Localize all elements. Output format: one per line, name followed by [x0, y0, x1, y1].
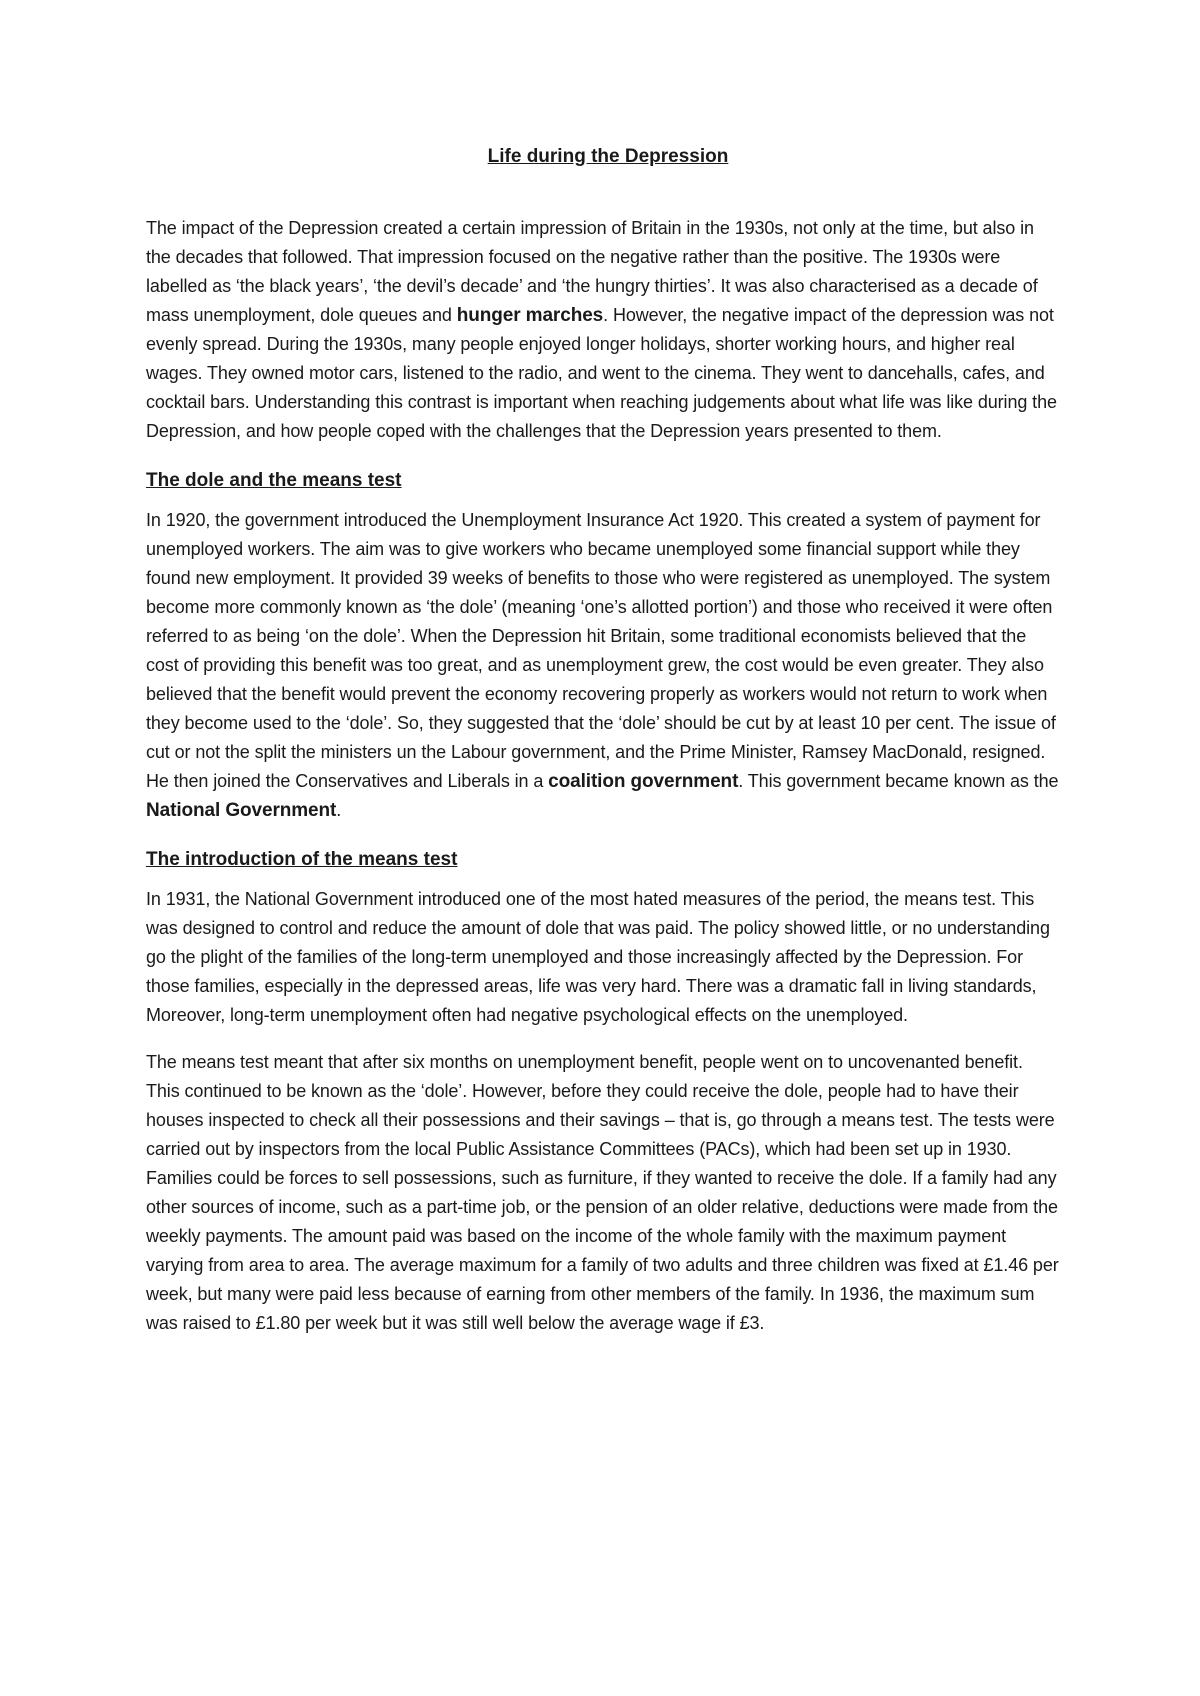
dole-text-1: In 1920, the government introduced the Unemployment Insurance Act 1920. This created a system of payment for unemployed workers. The aim was to give workers who became unemployed some financial support while they found new employment. It provided 39 weeks of benefits to those who were registered as unemployed. The system become more commonly known as ‘the dole’ (meaning ‘one’s allotted portion’) and those who received it were often referred to as being ‘on the dole’. When the Depression hit Britain, some traditional economists believed that the cost of providing this benefit was too great, and as unemployment grew, the cost would be even greater. They also believed that the benefit would prevent the economy recovering properly as workers would not return to work when they become used to the ‘dole’. So, they suggested that the ‘dole’ should be cut by at least 10 per cent. The issue of cut or not the split the ministers un the Labour government, and the Prime Minister, Ramsey MacDonald, resigned. He then joined the Conservatives and Liberals in a: [146, 510, 1056, 791]
dole-bold-coalition-government: coalition government: [548, 771, 739, 792]
intro-text-1: The impact of the Depression created a certain impression of Britain in the 1930s, not only at the time, but also in the decades that followed. That impression focused on the negative rather than the positive. The 1930s were labelled as ‘the black years’, ‘the devil’s decade’ and ‘the hungry thirties’. It was also characterised as a decade of mass unemployment, dole queues and: [146, 218, 1038, 325]
dole-paragraph: [146, 506, 1060, 825]
means-test-paragraph-2: The means test meant that after six months on unemployment benefit, people went on to uncovenanted benefit. This continued to be known as the ‘dole’. However, before they could receive the dole, people had to have their houses inspected to check all their possessions and their savings – that is, go through a means test. The tests were carried out by inspectors from the local Public Assistance Committees (PACs), which had been set up in 1930. Families could be forces to sell possessions, such as furniture, if they wanted to receive the dole. If a family had any other sources of income, such as a part-time job, or the pension of an older relative, deductions were made from the weekly payments. The amount paid was based on the income of the whole family with the maximum payment varying from area to area. The average maximum for a family of two adults and three children was fixed at £1.46 per week, but many were paid less because of earning from other members of the family. In 1936, the maximum sum was raised to £1.80 per week but it was still well below the average wage if £3.: [146, 1052, 1059, 1333]
dole-bold-national-government: National Government: [146, 800, 337, 821]
section-heading-means-test: The introduction of the means test: [146, 849, 458, 870]
section-heading-dole: The dole and the means test: [146, 470, 402, 491]
intro-bold-hunger-marches: hunger marches: [456, 305, 604, 326]
intro-text-2: . However, the negative impact of the depression was not evenly spread. During the 1930s, many people enjoyed longer holidays, shorter working hours, and higher real wages. They owned motor cars, listened to the radio, and went to the cinema. They went to dancehalls, cafes, and cocktail bars. Understanding this contrast is important when reaching judgements about what life was like during the Depression, and how people coped with the challenges that the Depression years presented to them.: [146, 305, 1057, 441]
dole-text-2: . This government became known as the: [738, 771, 1059, 791]
means-test-paragraph-1: In 1931, the National Government introduced one of the most hated measures of the period, the means test. This was designed to control and reduce the amount of dole that was paid. The policy showed little, or no understanding go the plight of the families of the long-term unemployed and those increasingly affected by the Depression. For those families, especially in the depressed areas, life was very hard. There was a dramatic fall in living standards, Moreover, long-term unemployment often had negative psychological effects on the unemployed.: [146, 889, 1050, 1025]
dole-text-3: .: [336, 800, 342, 820]
intro-paragraph: [146, 214, 1060, 446]
document-title: Life during the Depression: [487, 146, 729, 167]
